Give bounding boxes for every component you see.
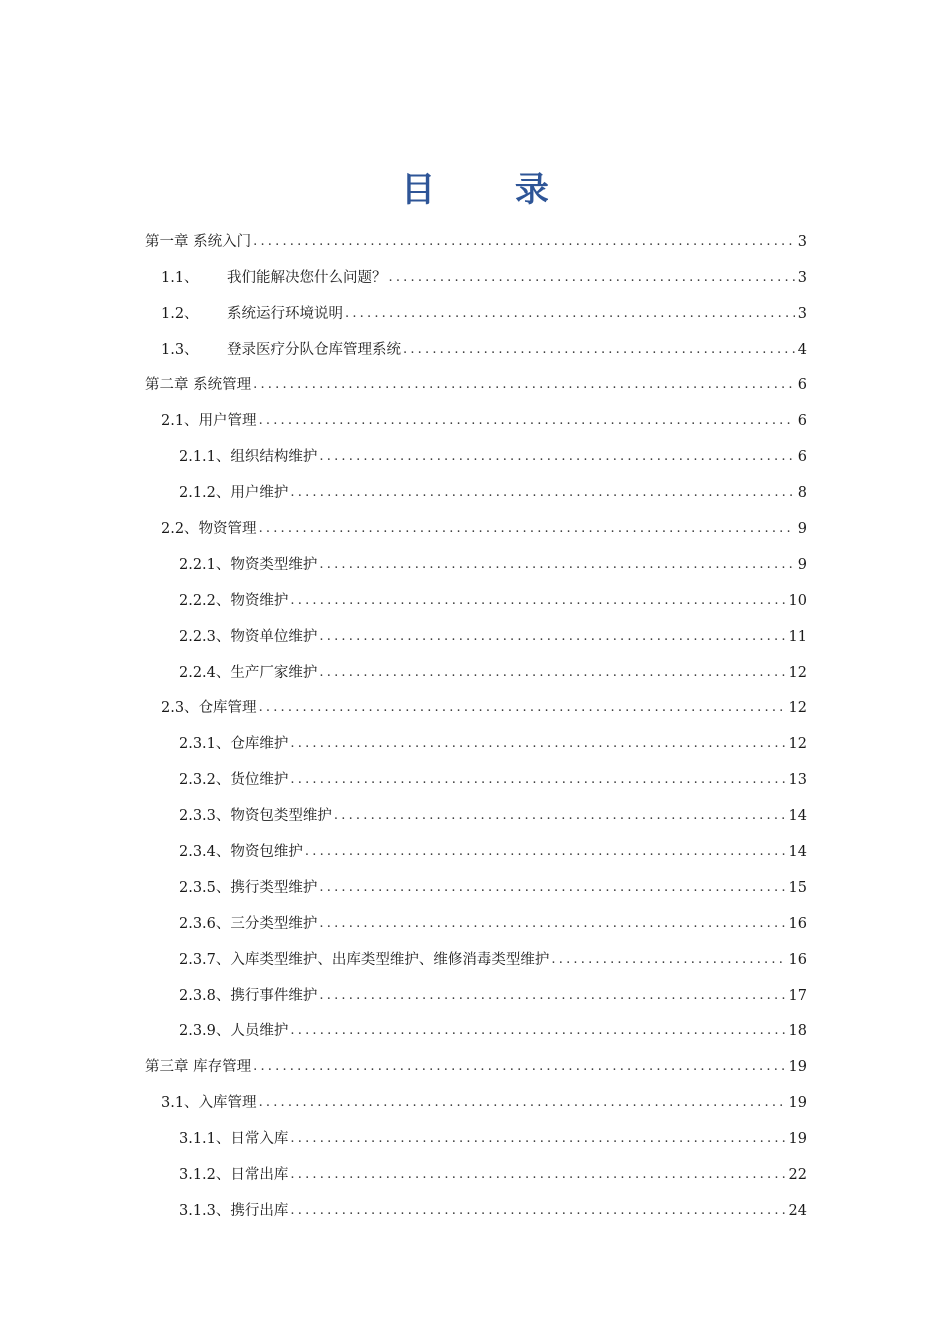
toc-entry-title: 日常入库 (230, 1131, 289, 1148)
toc-dot-leader (334, 806, 787, 826)
toc-entry-number: 2.2、 (161, 521, 199, 538)
toc-entry-page: 12 (788, 664, 807, 681)
toc-entry-number: 2.3.8、 (179, 987, 231, 1004)
toc-entry-title: 物资单位维护 (230, 628, 318, 645)
toc-dot-leader (319, 878, 786, 898)
toc-dot-leader (253, 232, 795, 252)
toc-entry-title: 系统运行环境说明 (227, 305, 343, 322)
toc-entry-title: 物资维护 (230, 592, 289, 609)
toc-entry-title: 组织结构维护 (230, 449, 318, 466)
toc-entry-number: 2.3.5、 (179, 879, 231, 896)
toc-entry[interactable] (145, 395, 807, 431)
toc-entry-number: 第三章 (145, 1059, 189, 1076)
toc-dot-leader (319, 555, 795, 575)
toc-entry-page: 8 (797, 485, 807, 502)
toc-entry[interactable] (145, 539, 807, 575)
toc-entry-number: 1.1、 (161, 269, 199, 286)
toc-entry-number: 2.3.3、 (179, 808, 231, 825)
toc-entry-number: 2.3.2、 (179, 772, 231, 789)
toc-entry-page: 18 (788, 1023, 807, 1040)
toc-entry-page: 19 (788, 1095, 807, 1112)
toc-entry-page: 3 (797, 305, 807, 322)
toc-dot-leader (345, 304, 795, 324)
toc-dot-leader (290, 1021, 786, 1041)
toc-dot-leader (290, 483, 795, 503)
toc-entry[interactable] (145, 826, 807, 862)
toc-entry[interactable] (145, 1077, 807, 1113)
toc-entry-page: 19 (788, 1131, 807, 1148)
toc-entry[interactable] (145, 216, 807, 252)
toc-entry[interactable] (145, 503, 807, 539)
toc-entry-title: 携行事件维护 (230, 987, 318, 1004)
toc-entry-page: 6 (797, 377, 807, 394)
toc-entry[interactable] (145, 862, 807, 898)
toc-entry[interactable] (145, 754, 807, 790)
toc-entry-number: 2.2.1、 (179, 556, 231, 573)
toc-dot-leader (253, 375, 795, 395)
toc-entry-page: 9 (797, 556, 807, 573)
toc-entry-title: 入库类型维护、出库类型维护、维修消毒类型维护 (230, 951, 550, 968)
toc-dot-leader (305, 842, 787, 862)
toc-entry[interactable] (145, 288, 807, 324)
toc-dot-leader (259, 411, 795, 431)
toc-entry-page: 3 (797, 233, 807, 250)
toc-list (145, 216, 807, 1221)
toc-dot-leader (319, 914, 786, 934)
toc-entry-page: 4 (797, 341, 807, 358)
toc-entry[interactable] (145, 324, 807, 360)
toc-dot-leader (290, 1165, 786, 1185)
toc-entry-page: 12 (788, 700, 807, 717)
toc-entry-title: 用户管理 (198, 413, 257, 430)
toc-entry-title: 登录医疗分队仓库管理系统 (227, 341, 401, 358)
toc-entry[interactable] (145, 1113, 807, 1149)
toc-dot-leader (290, 770, 786, 790)
toc-entry[interactable] (145, 1006, 807, 1042)
toc-entry[interactable] (145, 934, 807, 970)
toc-entry-page: 11 (788, 628, 807, 645)
toc-entry-title: 物资包类型维护 (230, 808, 332, 825)
toc-entry-page: 22 (788, 1167, 807, 1184)
toc-entry-number: 1.2、 (161, 305, 199, 322)
toc-entry-number: 2.2.2、 (179, 592, 231, 609)
toc-dot-leader (290, 1201, 786, 1221)
toc-dot-leader (319, 627, 786, 647)
toc-entry-title: 系统入门 (193, 233, 252, 250)
toc-entry-title: 物资包维护 (230, 844, 303, 861)
toc-entry-page: 16 (788, 915, 807, 932)
toc-entry-page: 12 (788, 736, 807, 753)
toc-entry-page: 6 (797, 413, 807, 430)
toc-entry-number: 2.2.3、 (179, 628, 231, 645)
toc-entry-number: 2.3.9、 (179, 1023, 231, 1040)
toc-entry-title: 仓库维护 (230, 736, 289, 753)
toc-entry-number: 2.3.7、 (179, 951, 231, 968)
toc-entry-page: 14 (788, 808, 807, 825)
toc-dot-leader (290, 591, 786, 611)
toc-entry-number: 1.3、 (161, 341, 199, 358)
toc-entry[interactable] (145, 1185, 807, 1221)
toc-entry-number: 3.1.2、 (179, 1167, 231, 1184)
toc-entry[interactable] (145, 718, 807, 754)
toc-entry[interactable] (145, 1041, 807, 1077)
toc-entry-page: 6 (797, 449, 807, 466)
toc-dot-leader (319, 447, 795, 467)
toc-entry-title: 携行出库 (230, 1202, 289, 1219)
toc-entry[interactable] (145, 790, 807, 826)
toc-entry[interactable] (145, 360, 807, 396)
toc-dot-leader (259, 698, 787, 718)
toc-entry-title: 我们能解决您什么问题？ (227, 269, 387, 286)
toc-entry[interactable] (145, 611, 807, 647)
toc-entry-title: 入库管理 (198, 1095, 257, 1112)
toc-entry-title: 用户维护 (230, 485, 289, 502)
toc-dot-leader (290, 734, 786, 754)
toc-entry-number: 第二章 (145, 377, 189, 394)
toc-entry-number: 2.3.1、 (179, 736, 231, 753)
toc-entry-title: 库存管理 (193, 1059, 252, 1076)
toc-entry-page: 19 (788, 1059, 807, 1076)
toc-dot-leader (319, 663, 786, 683)
toc-dot-leader (551, 950, 786, 970)
toc-entry-title: 物资管理 (198, 521, 257, 538)
toc-entry[interactable] (145, 431, 807, 467)
toc-entry-number: 第一章 (145, 233, 189, 250)
toc-entry-title: 三分类型维护 (230, 915, 318, 932)
toc-entry[interactable] (145, 575, 807, 611)
toc-dot-leader (319, 986, 786, 1006)
toc-dot-leader (253, 1057, 786, 1077)
toc-entry-title: 货位维护 (230, 772, 289, 789)
toc-entry-title: 仓库管理 (198, 700, 257, 717)
toc-entry-page: 17 (788, 987, 807, 1004)
toc-entry-page: 15 (788, 879, 807, 896)
toc-entry-page: 24 (788, 1202, 807, 1219)
toc-entry-title: 系统管理 (193, 377, 252, 394)
toc-entry-number: 2.3、 (161, 700, 199, 717)
toc-entry[interactable] (145, 683, 807, 719)
toc-dot-leader (403, 340, 795, 360)
toc-entry-page: 13 (788, 772, 807, 789)
toc-title: 目 录 (401, 170, 583, 210)
toc-entry-number: 2.1、 (161, 413, 199, 430)
toc-entry-number: 2.3.6、 (179, 915, 231, 932)
toc-entry-number: 3.1.1、 (179, 1131, 231, 1148)
toc-entry[interactable] (145, 647, 807, 683)
toc-entry-title: 日常出库 (230, 1167, 289, 1184)
toc-entry[interactable] (145, 970, 807, 1006)
toc-entry[interactable] (145, 467, 807, 503)
toc-entry-title: 人员维护 (230, 1023, 289, 1040)
toc-entry-number: 2.1.2、 (179, 485, 231, 502)
toc-entry[interactable] (145, 1149, 807, 1185)
toc-entry[interactable] (145, 252, 807, 288)
toc-dot-leader (290, 1129, 786, 1149)
toc-dot-leader (259, 1093, 787, 1113)
toc-dot-leader (259, 519, 795, 539)
toc-entry-title: 物资类型维护 (230, 556, 318, 573)
toc-entry-title: 生产厂家维护 (230, 664, 318, 681)
toc-entry-title: 携行类型维护 (230, 879, 318, 896)
toc-entry[interactable] (145, 898, 807, 934)
toc-dot-leader (389, 268, 796, 288)
toc-entry-number: 2.1.1、 (179, 449, 231, 466)
toc-entry-number: 3.1.3、 (179, 1202, 231, 1219)
toc-entry-page: 10 (788, 592, 807, 609)
toc-entry-page: 9 (797, 521, 807, 538)
toc-entry-number: 2.2.4、 (179, 664, 231, 681)
toc-entry-page: 3 (797, 269, 807, 286)
toc-entry-number: 3.1、 (161, 1095, 199, 1112)
toc-entry-page: 16 (788, 951, 807, 968)
toc-entry-number: 2.3.4、 (179, 844, 231, 861)
toc-entry-page: 14 (788, 844, 807, 861)
